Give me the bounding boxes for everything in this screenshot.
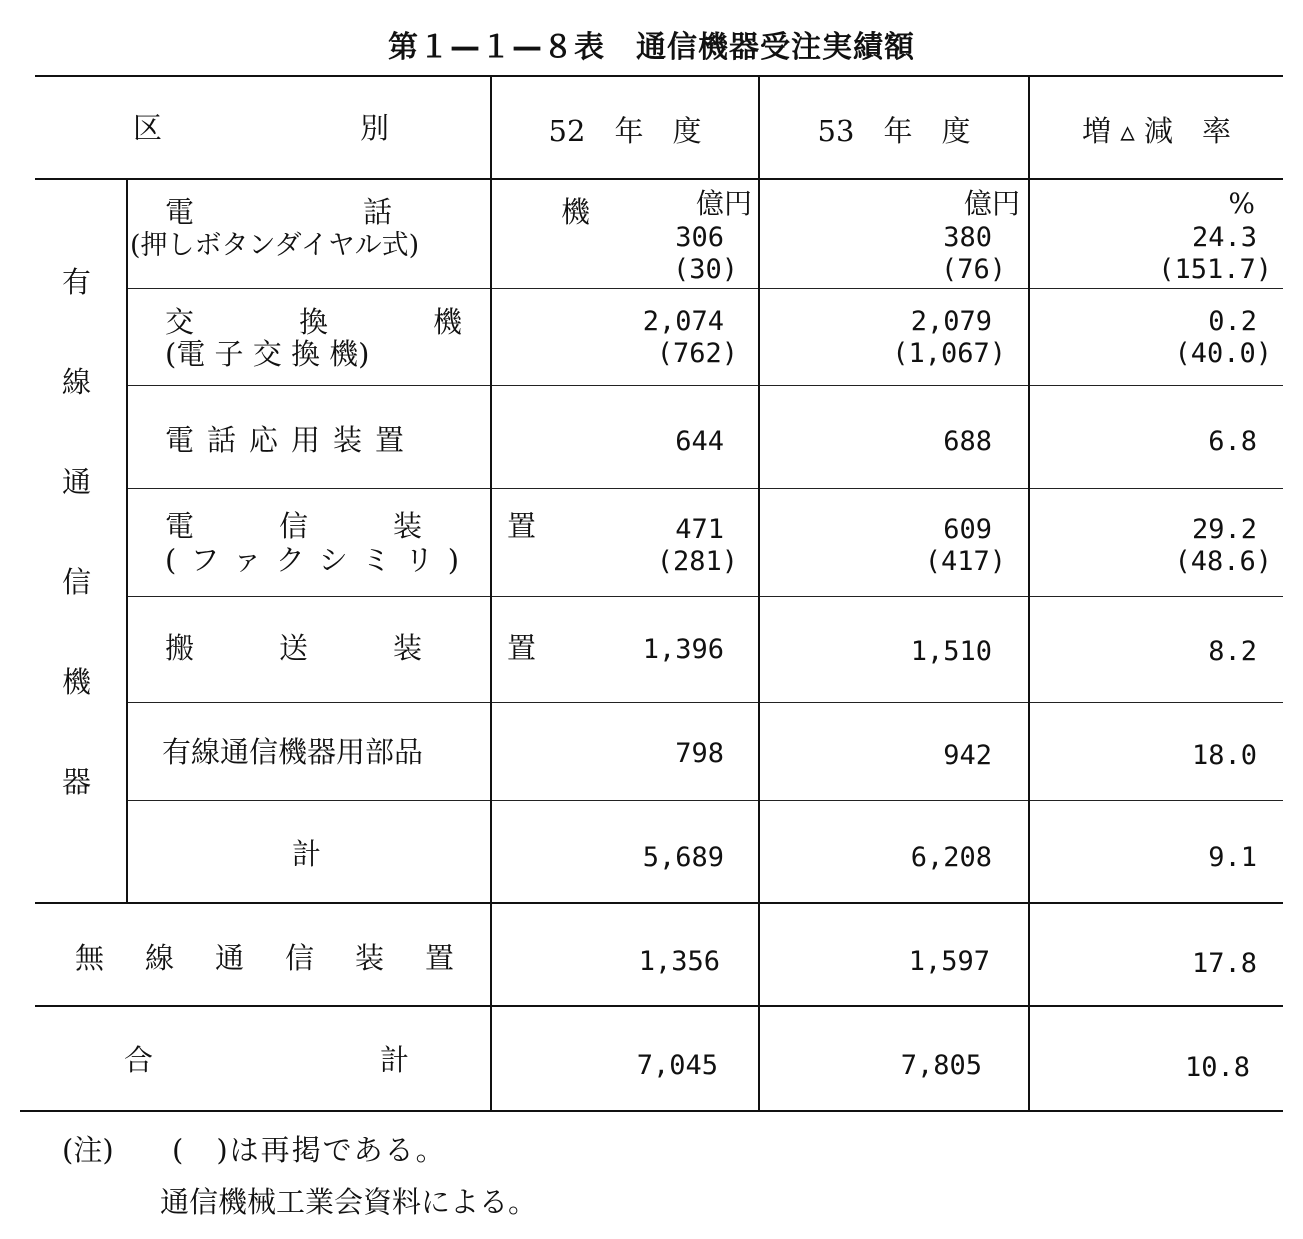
cell-fy53: 942: [943, 740, 992, 771]
cell-rate: 17.8: [1191, 948, 1257, 979]
rule-row-3: [128, 488, 1283, 489]
cell-fy53: 609: [943, 514, 992, 545]
header-rate: 増 ▵ 減 率: [1082, 114, 1231, 148]
cell-fy52-sub: (762): [656, 338, 738, 369]
cell-fy52: 1,396: [642, 634, 724, 665]
row-label: 電 信 装 置: [165, 509, 565, 543]
row-label: [165, 195, 661, 229]
row-label-text: 電 話 機: [165, 195, 661, 229]
cell-fy53: 7,805: [900, 1050, 982, 1081]
rule-group-divider: [126, 178, 128, 902]
header-fy53: 53 年 度: [817, 114, 971, 148]
cell-fy52: 7,045: [636, 1050, 718, 1081]
cell-fy53: 2,079: [910, 306, 992, 337]
group-label-char: 機: [62, 665, 92, 699]
row-label-wireless: 無 線 通 信 装 置: [75, 941, 461, 975]
row-sublabel: (電 子 交 換 機): [165, 337, 370, 371]
cell-fy53-sub: (1,067): [892, 338, 1006, 369]
rule-col-1: [490, 75, 492, 1110]
row-label: 交 換 機: [165, 305, 501, 339]
cell-fy53: 1,510: [910, 636, 992, 667]
rule-header-bottom: [35, 178, 1283, 180]
row-label: 有線通信機器用部品: [162, 735, 424, 769]
cell-rate: 8.2: [1208, 636, 1257, 667]
rule-row-6: [128, 800, 1283, 801]
group-label-char: 器: [62, 765, 92, 799]
header-fy52: 52 年 度: [548, 114, 702, 148]
group-label-char: 有: [62, 265, 92, 299]
cell-rate: 6.8: [1208, 426, 1257, 457]
cell-rate: 10.8: [1184, 1052, 1250, 1083]
cell-rate: 18.0: [1191, 740, 1257, 771]
header-category-a: 区: [133, 111, 163, 145]
row-label: 搬 送 装 置: [165, 631, 565, 665]
cell-fy52: 1,356: [638, 946, 720, 977]
rule-top: [35, 75, 1283, 77]
cell-rate-sub: (151.7): [1158, 254, 1272, 285]
cell-fy53: 1,597: [908, 946, 990, 977]
rule-row-2: [128, 385, 1283, 386]
row-label: 電話応用装置: [165, 423, 418, 457]
header-category-b: 別: [360, 111, 390, 145]
unit-fy52: 億円: [695, 187, 752, 220]
table-title: 第１—１—８表 通信機器受注実績額: [388, 30, 915, 65]
cell-rate-sub: (40.0): [1174, 338, 1272, 369]
row-sublabel: (押しボタンダイヤル式): [130, 230, 420, 261]
rule-row-1: [128, 288, 1283, 289]
rule-col-2: [758, 75, 760, 1110]
cell-fy53: 6,208: [910, 842, 992, 873]
row-label-total-a: 合: [124, 1043, 154, 1077]
group-label-char: 線: [62, 365, 92, 399]
unit-rate: %: [1228, 187, 1255, 220]
row-label-subtotal: 計: [292, 837, 322, 871]
cell-fy52: 2,074: [642, 306, 724, 337]
row-label-total-b: 計: [380, 1043, 410, 1077]
note-prefix: (注): [62, 1133, 114, 1167]
cell-fy52: 471: [675, 514, 724, 545]
cell-rate-sub: (48.6): [1174, 546, 1272, 577]
cell-fy53-sub: (417): [924, 546, 1006, 577]
cell-fy52: 644: [675, 426, 724, 457]
row-sublabel: (ファクシミリ): [165, 543, 474, 577]
cell-fy53: 380: [943, 222, 992, 253]
cell-fy52: 306: [675, 222, 724, 253]
rule-col-3: [1028, 75, 1030, 1110]
cell-fy52: 798: [675, 738, 724, 769]
cell-rate: 9.1: [1208, 842, 1257, 873]
note-text: ( )は再掲である。: [172, 1133, 447, 1167]
note-source: 通信機械工業会資料による。: [160, 1185, 538, 1219]
rule-row-5: [128, 702, 1283, 703]
rule-wired-bottom: [35, 902, 1283, 904]
rule-row-4: [128, 596, 1283, 597]
cell-rate: 24.3: [1191, 222, 1257, 253]
cell-rate: 29.2: [1191, 514, 1257, 545]
rule-bottom: [20, 1110, 1283, 1112]
cell-fy52-sub: (281): [656, 546, 738, 577]
cell-fy52-sub: (30): [672, 254, 738, 285]
rule-wireless-bottom: [35, 1005, 1283, 1007]
cell-rate: 0.2: [1208, 306, 1257, 337]
cell-fy52: 5,689: [642, 842, 724, 873]
cell-fy53-sub: (76): [940, 254, 1006, 285]
unit-fy53: 億円: [963, 187, 1020, 220]
cell-fy53: 688: [943, 426, 992, 457]
group-label-char: 通: [62, 465, 92, 499]
group-label-char: 信: [62, 565, 92, 599]
